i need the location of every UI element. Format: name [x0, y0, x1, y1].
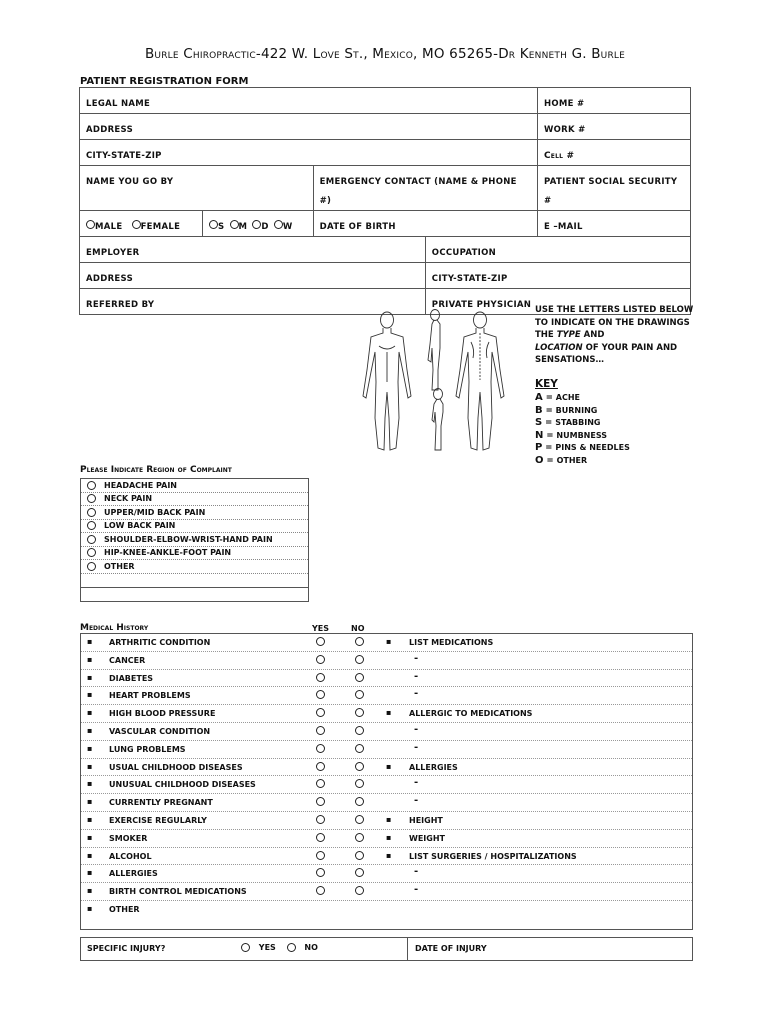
bullet-icon: ▪ [87, 797, 93, 807]
bullet-icon: ▪ [87, 654, 93, 664]
history-row [81, 741, 692, 759]
date-of-injury-field[interactable]: DATE OF INJURY [415, 944, 487, 953]
injury-yes-no [241, 943, 318, 952]
complaint-checkbox[interactable] [87, 562, 96, 571]
history-condition: HEART PROBLEMS [109, 691, 191, 701]
key-meaning: BURNING [555, 405, 598, 415]
bullet-icon: ▪ [386, 637, 392, 646]
bullet-icon: ▪ [386, 832, 392, 842]
history-right-label: LIST SURGERIES / HOSPITALIZATIONS [409, 851, 577, 861]
nickname-field[interactable] [80, 166, 314, 211]
history-row [81, 759, 692, 777]
key-item: S = STABBING [535, 417, 601, 428]
history-right-label: ALLERGIES [409, 762, 458, 772]
complaint-label: NECK PAIN [104, 494, 153, 504]
complaint-label: HIP-KNEE-ANKLE-FOOT PAIN [104, 548, 232, 558]
key-letter: P [535, 442, 543, 453]
history-no-radio[interactable] [355, 868, 364, 877]
married-radio[interactable] [230, 220, 239, 229]
work-phone-label: WORK # [543, 125, 586, 135]
history-yes-radio[interactable] [316, 690, 325, 699]
history-yes-radio[interactable] [316, 655, 325, 664]
history-right-blank[interactable]: - [414, 723, 419, 735]
no-column-header: NO [351, 624, 365, 633]
bullet-icon: ▪ [386, 761, 392, 771]
history-right-blank[interactable]: - [414, 777, 419, 789]
female-label: FEMALE [140, 222, 181, 232]
specific-injury-label: SPECIFIC INJURY? [87, 944, 166, 953]
address-label: ADDRESS [86, 125, 134, 135]
body-diagram[interactable] [352, 300, 512, 460]
key-item: N = NUMBNESS [535, 429, 607, 441]
single-radio[interactable] [209, 220, 218, 229]
history-yes-radio[interactable] [316, 815, 325, 824]
marital-status-field [203, 211, 314, 237]
instr-and: AND [583, 330, 605, 340]
complaint-label: HEADACHE PAIN [104, 480, 177, 490]
nickname-label: NAME YOU GO BY [86, 177, 174, 187]
female-radio[interactable] [132, 220, 141, 229]
history-no-radio[interactable] [355, 886, 364, 895]
clinic-header: Burle Chiropractic-422 W. Love St., Mexico, MO 65265-Dr Kenneth G. Burle [144, 46, 626, 62]
key-meaning: ACHE [555, 393, 581, 402]
occupation-label: OCCUPATION [431, 248, 497, 258]
complaint-item [81, 560, 308, 574]
complaint-label: UPPER/MID BACK PAIN [104, 507, 206, 517]
key-meaning: STABBING [555, 418, 601, 427]
history-no-radio[interactable] [355, 797, 364, 806]
history-yes-radio[interactable] [316, 868, 325, 877]
history-row [81, 794, 692, 812]
bullet-icon: ▪ [386, 850, 392, 860]
complaint-item [81, 533, 308, 547]
bullet-icon: ▪ [87, 814, 93, 824]
history-yes-radio[interactable] [316, 762, 325, 771]
history-condition: USUAL CHILDHOOD DISEASES [109, 762, 243, 772]
injury-yes-radio[interactable] [241, 943, 250, 952]
history-yes-radio[interactable] [316, 673, 325, 682]
history-row [81, 723, 692, 741]
complaint-blank-line[interactable] [81, 574, 308, 588]
history-no-radio[interactable] [355, 673, 364, 682]
instr-location: LOCATION [535, 342, 583, 353]
employer-city-label: CITY-STATE-ZIP [431, 274, 508, 284]
complaint-checkbox[interactable] [87, 535, 96, 544]
key-item: P = PINS & NEEDLES [535, 442, 630, 453]
complaint-checkbox[interactable] [87, 508, 96, 517]
bullet-icon: ▪ [87, 779, 93, 789]
employer-address-label: ADDRESS [86, 274, 134, 284]
history-right-label: HEIGHT [409, 815, 443, 825]
history-yes-radio[interactable] [316, 726, 325, 735]
bullet-icon: ▪ [87, 886, 93, 896]
widowed-label: W [282, 222, 293, 232]
pain-instructions [535, 304, 695, 367]
home-phone-label: HOME # [543, 99, 585, 109]
employer-field[interactable] [80, 237, 426, 263]
key-letter: B [535, 404, 543, 416]
key-meaning: OTHER [556, 455, 588, 465]
ssn-label: PATIENT SOCIAL SECURITY # [544, 177, 678, 206]
male-radio[interactable] [86, 220, 95, 229]
history-right-label: WEIGHT [409, 833, 445, 843]
history-yes-radio[interactable] [316, 744, 325, 753]
history-row [81, 652, 692, 670]
history-row [81, 830, 692, 848]
complaint-item [81, 547, 308, 561]
history-row [81, 883, 692, 901]
complaint-item [81, 520, 308, 534]
history-condition: ARTHRITIC CONDITION [109, 638, 211, 647]
occupation-field[interactable] [425, 237, 690, 263]
complaint-checkbox[interactable] [87, 494, 96, 503]
history-right-label: ALLERGIC TO MEDICATIONS [409, 709, 533, 719]
history-condition: UNUSUAL CHILDHOOD DISEASES [109, 780, 256, 790]
medical-history-table [80, 633, 693, 930]
history-row [81, 634, 692, 652]
history-yes-radio[interactable] [316, 779, 325, 788]
injury-divider [407, 938, 408, 960]
bullet-icon: ▪ [87, 868, 93, 878]
legal-name-field[interactable] [80, 88, 538, 114]
history-condition: SMOKER [109, 833, 148, 843]
history-right-blank[interactable]: - [414, 670, 419, 682]
bullet-icon: ▪ [87, 903, 93, 913]
email-field[interactable] [537, 211, 690, 237]
key-letter: S [535, 417, 543, 428]
complaint-title: Please Indicate Region of Complaint [80, 465, 232, 475]
history-condition: VASCULAR CONDITION [109, 726, 211, 736]
history-row [81, 848, 692, 866]
city-state-zip-field[interactable] [80, 140, 538, 166]
injury-no-radio[interactable] [287, 943, 296, 952]
history-row [81, 865, 692, 883]
history-right-blank[interactable]: - [414, 884, 419, 896]
key-item: A = ACHE [535, 392, 581, 403]
dob-label: DATE OF BIRTH [319, 222, 396, 232]
history-no-radio[interactable] [355, 690, 364, 699]
male-label: MALE [95, 222, 123, 232]
employer-city-field[interactable] [425, 263, 690, 289]
sex-field [80, 211, 203, 237]
history-condition: CURRENTLY PREGNANT [109, 798, 213, 808]
history-condition: BIRTH CONTROL MEDICATIONS [109, 887, 247, 897]
bullet-icon: ▪ [87, 672, 93, 682]
specific-injury-row [80, 937, 693, 961]
history-condition: EXERCISE REGULARLY [109, 815, 207, 825]
back-figure [456, 312, 504, 450]
emergency-contact-field[interactable] [313, 166, 537, 211]
complaint-list [80, 478, 309, 602]
history-yes-radio[interactable] [316, 886, 325, 895]
medical-history-title: Medical History [80, 623, 149, 633]
married-label: M [238, 222, 248, 232]
history-condition: CANCER [109, 655, 146, 665]
history-row [81, 901, 692, 929]
emergency-contact-label: EMERGENCY CONTACT (NAME & PHONE #) [319, 177, 517, 206]
side-figure [428, 310, 440, 391]
history-no-radio[interactable] [355, 762, 364, 771]
cell-phone-field[interactable] [537, 140, 690, 166]
history-row [81, 812, 692, 830]
history-no-radio[interactable] [355, 726, 364, 735]
key-item: B = BURNING [535, 404, 598, 416]
private-physician-label: PRIVATE PHYSICIAN [431, 300, 532, 310]
complaint-checkbox[interactable] [87, 481, 96, 490]
history-row [81, 705, 692, 723]
bullet-icon: ▪ [87, 761, 93, 771]
history-condition: DIABETES [109, 673, 154, 683]
complaint-label: OTHER [104, 561, 135, 571]
registration-grid [79, 87, 691, 315]
bullet-icon: ▪ [87, 725, 93, 735]
ssn-field[interactable] [538, 166, 691, 211]
single-label: S [218, 222, 225, 232]
complaint-checkbox[interactable] [87, 521, 96, 530]
form-title: PATIENT REGISTRATION FORM [80, 76, 249, 87]
bullet-icon: ▪ [87, 690, 93, 700]
history-yes-radio[interactable] [316, 708, 325, 717]
address-field[interactable] [80, 114, 538, 140]
front-figure [363, 312, 411, 450]
history-yes-radio[interactable] [316, 797, 325, 806]
complaint-label: SHOULDER-ELBOW-WRIST-HAND PAIN [104, 534, 273, 544]
bullet-icon: ▪ [87, 832, 93, 842]
history-row [81, 670, 692, 688]
history-no-radio[interactable] [355, 833, 364, 842]
history-no-radio[interactable] [355, 655, 364, 664]
widowed-radio[interactable] [274, 220, 283, 229]
employer-address-field[interactable] [80, 263, 426, 289]
complaint-item [81, 493, 308, 507]
divorced-label: D [261, 222, 269, 232]
history-row [81, 687, 692, 705]
injury-yes-label: YES [258, 943, 276, 952]
key-letter: A [535, 392, 543, 403]
key-item: O = OTHER [535, 454, 588, 466]
bullet-icon: ▪ [87, 637, 93, 646]
bullet-icon: ▪ [87, 708, 93, 718]
history-condition: HIGH BLOOD PRESSURE [109, 709, 216, 719]
injury-no-label: NO [304, 943, 318, 952]
legal-name-label: LEGAL NAME [86, 99, 151, 109]
complaint-item [81, 479, 308, 493]
complaint-item [81, 506, 308, 520]
complaint-checkbox[interactable] [87, 548, 96, 557]
instr-line1: USE THE LETTERS LISTED BELOW TO INDICATE ON THE DRAWINGS THE [535, 305, 694, 340]
cell-phone-label: Cell # [543, 151, 575, 161]
bullet-icon: ▪ [386, 814, 392, 824]
city-state-zip-label: CITY-STATE-ZIP [86, 151, 162, 161]
history-no-radio[interactable] [355, 744, 364, 753]
key-meaning: PINS & NEEDLES [555, 443, 630, 452]
key-letter: N [535, 429, 544, 441]
history-condition: ALLERGIES [109, 869, 158, 879]
bullet-icon: ▪ [386, 708, 392, 718]
history-right-label: LIST MEDICATIONS [409, 638, 494, 647]
email-label: E –MAIL [543, 222, 583, 232]
history-right-blank[interactable]: - [414, 741, 419, 753]
history-yes-radio[interactable] [316, 637, 325, 646]
history-condition: LUNG PROBLEMS [109, 744, 186, 754]
history-yes-radio[interactable] [316, 833, 325, 842]
key-letter: O [535, 454, 544, 466]
key-meaning: NUMBNESS [556, 430, 607, 440]
key-title: KEY [535, 378, 558, 390]
side-figure-2 [432, 389, 443, 451]
referred-by-label: REFERRED BY [86, 300, 155, 310]
history-no-radio[interactable] [355, 637, 364, 646]
dob-field[interactable] [313, 211, 537, 237]
history-no-radio[interactable] [355, 815, 364, 824]
complaint-label: LOW BACK PAIN [104, 521, 176, 531]
instr-type: TYPE [556, 330, 581, 340]
history-right-blank[interactable]: - [414, 652, 419, 664]
history-yes-radio[interactable] [316, 851, 325, 860]
complaint-blank-line[interactable] [81, 588, 308, 601]
history-right-blank[interactable]: - [414, 866, 419, 878]
yes-column-header: YES [312, 624, 330, 633]
history-condition: ALCOHOL [109, 851, 152, 861]
bullet-icon: ▪ [87, 850, 93, 860]
work-phone-field[interactable] [537, 114, 690, 140]
employer-label: EMPLOYER [86, 248, 140, 258]
history-row [81, 776, 692, 794]
history-no-radio[interactable] [355, 708, 364, 717]
history-right-blank[interactable]: - [414, 795, 419, 807]
bullet-icon: ▪ [87, 743, 93, 753]
history-no-radio[interactable] [355, 779, 364, 788]
history-right-blank[interactable]: - [414, 688, 419, 700]
history-no-radio[interactable] [355, 851, 364, 860]
history-condition: OTHER [109, 904, 140, 914]
instr-line2: OF YOUR PAIN AND SENSATIONS… [535, 342, 678, 365]
home-phone-field[interactable] [537, 88, 690, 114]
